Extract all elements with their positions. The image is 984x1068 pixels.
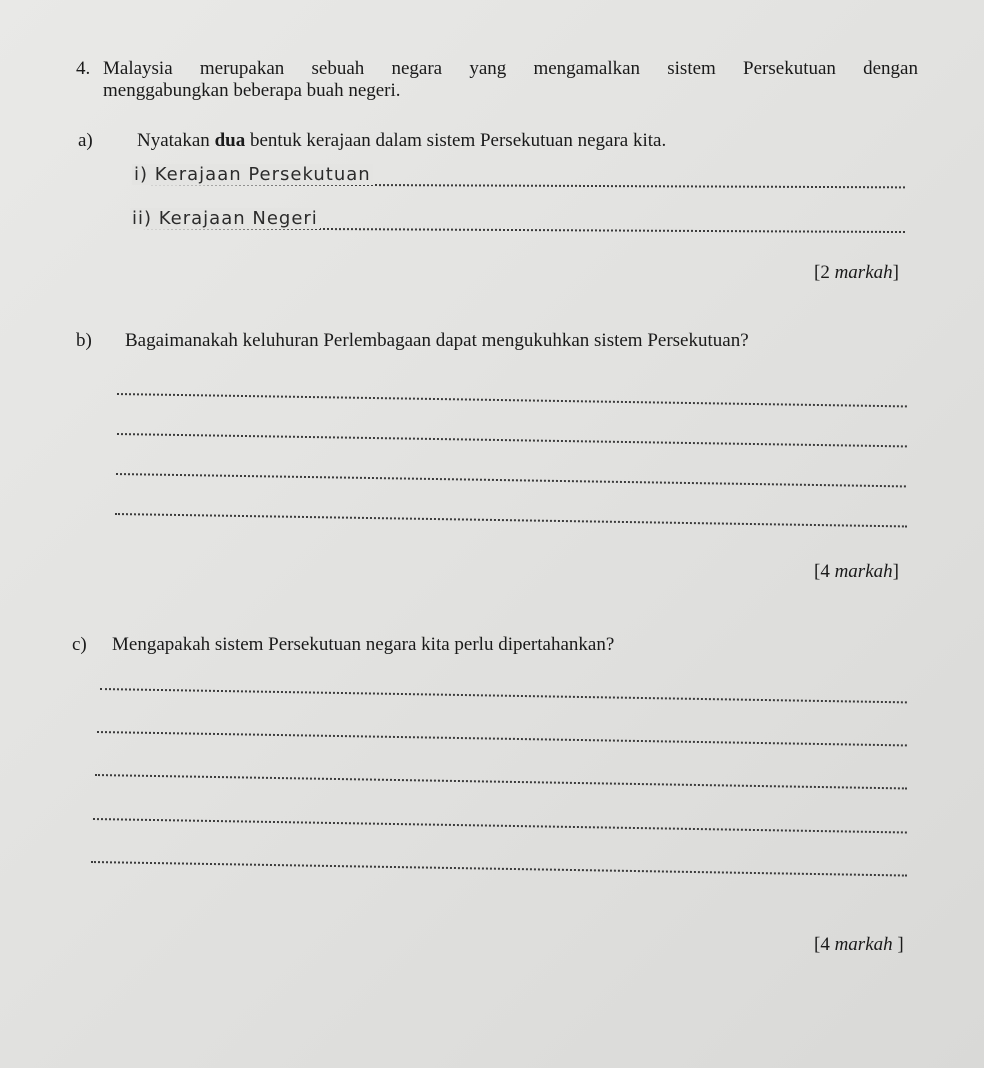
- part-c-label: c): [72, 634, 87, 655]
- question-intro-line-2: menggabungkan beberapa buah negeri.: [103, 80, 401, 101]
- answer-line[interactable]: [117, 433, 907, 447]
- part-b-question: Bagaimanakah keluhuran Perlembagaan dapat mengukuhkan sistem Persekutuan?: [125, 330, 749, 351]
- answer-line[interactable]: [115, 513, 907, 527]
- answer-line[interactable]: [95, 774, 907, 789]
- question-intro-line-1: Malaysia merupakan sebuah negara yang mengamalkan sistem Persekutuan dengan: [103, 58, 918, 79]
- answer-line[interactable]: [91, 861, 907, 877]
- part-c-question: Mengapakah sistem Persekutuan negara kita perlu dipertahankan?: [112, 634, 615, 655]
- answer-line[interactable]: [100, 688, 907, 703]
- part-a-label: a): [78, 130, 93, 151]
- part-b-marks: [4 markah]: [814, 561, 899, 582]
- part-a-answer-1: i) Kerajaan Persekutuan: [134, 164, 371, 185]
- answer-line[interactable]: [116, 473, 906, 487]
- answer-line[interactable]: [93, 818, 907, 833]
- part-a-marks: [2 markah]: [814, 262, 899, 283]
- question-number: 4.: [76, 58, 91, 79]
- part-c-marks: [4 markah ]: [814, 934, 904, 955]
- part-a-answer-2: ii) Kerajaan Negeri: [132, 208, 318, 229]
- answer-line[interactable]: [117, 393, 907, 407]
- part-a-question: Nyatakan dua bentuk kerajaan dalam sistem Persekutuan negara kita.: [137, 130, 667, 151]
- part-b-label: b): [76, 330, 92, 351]
- answer-line[interactable]: [97, 731, 907, 746]
